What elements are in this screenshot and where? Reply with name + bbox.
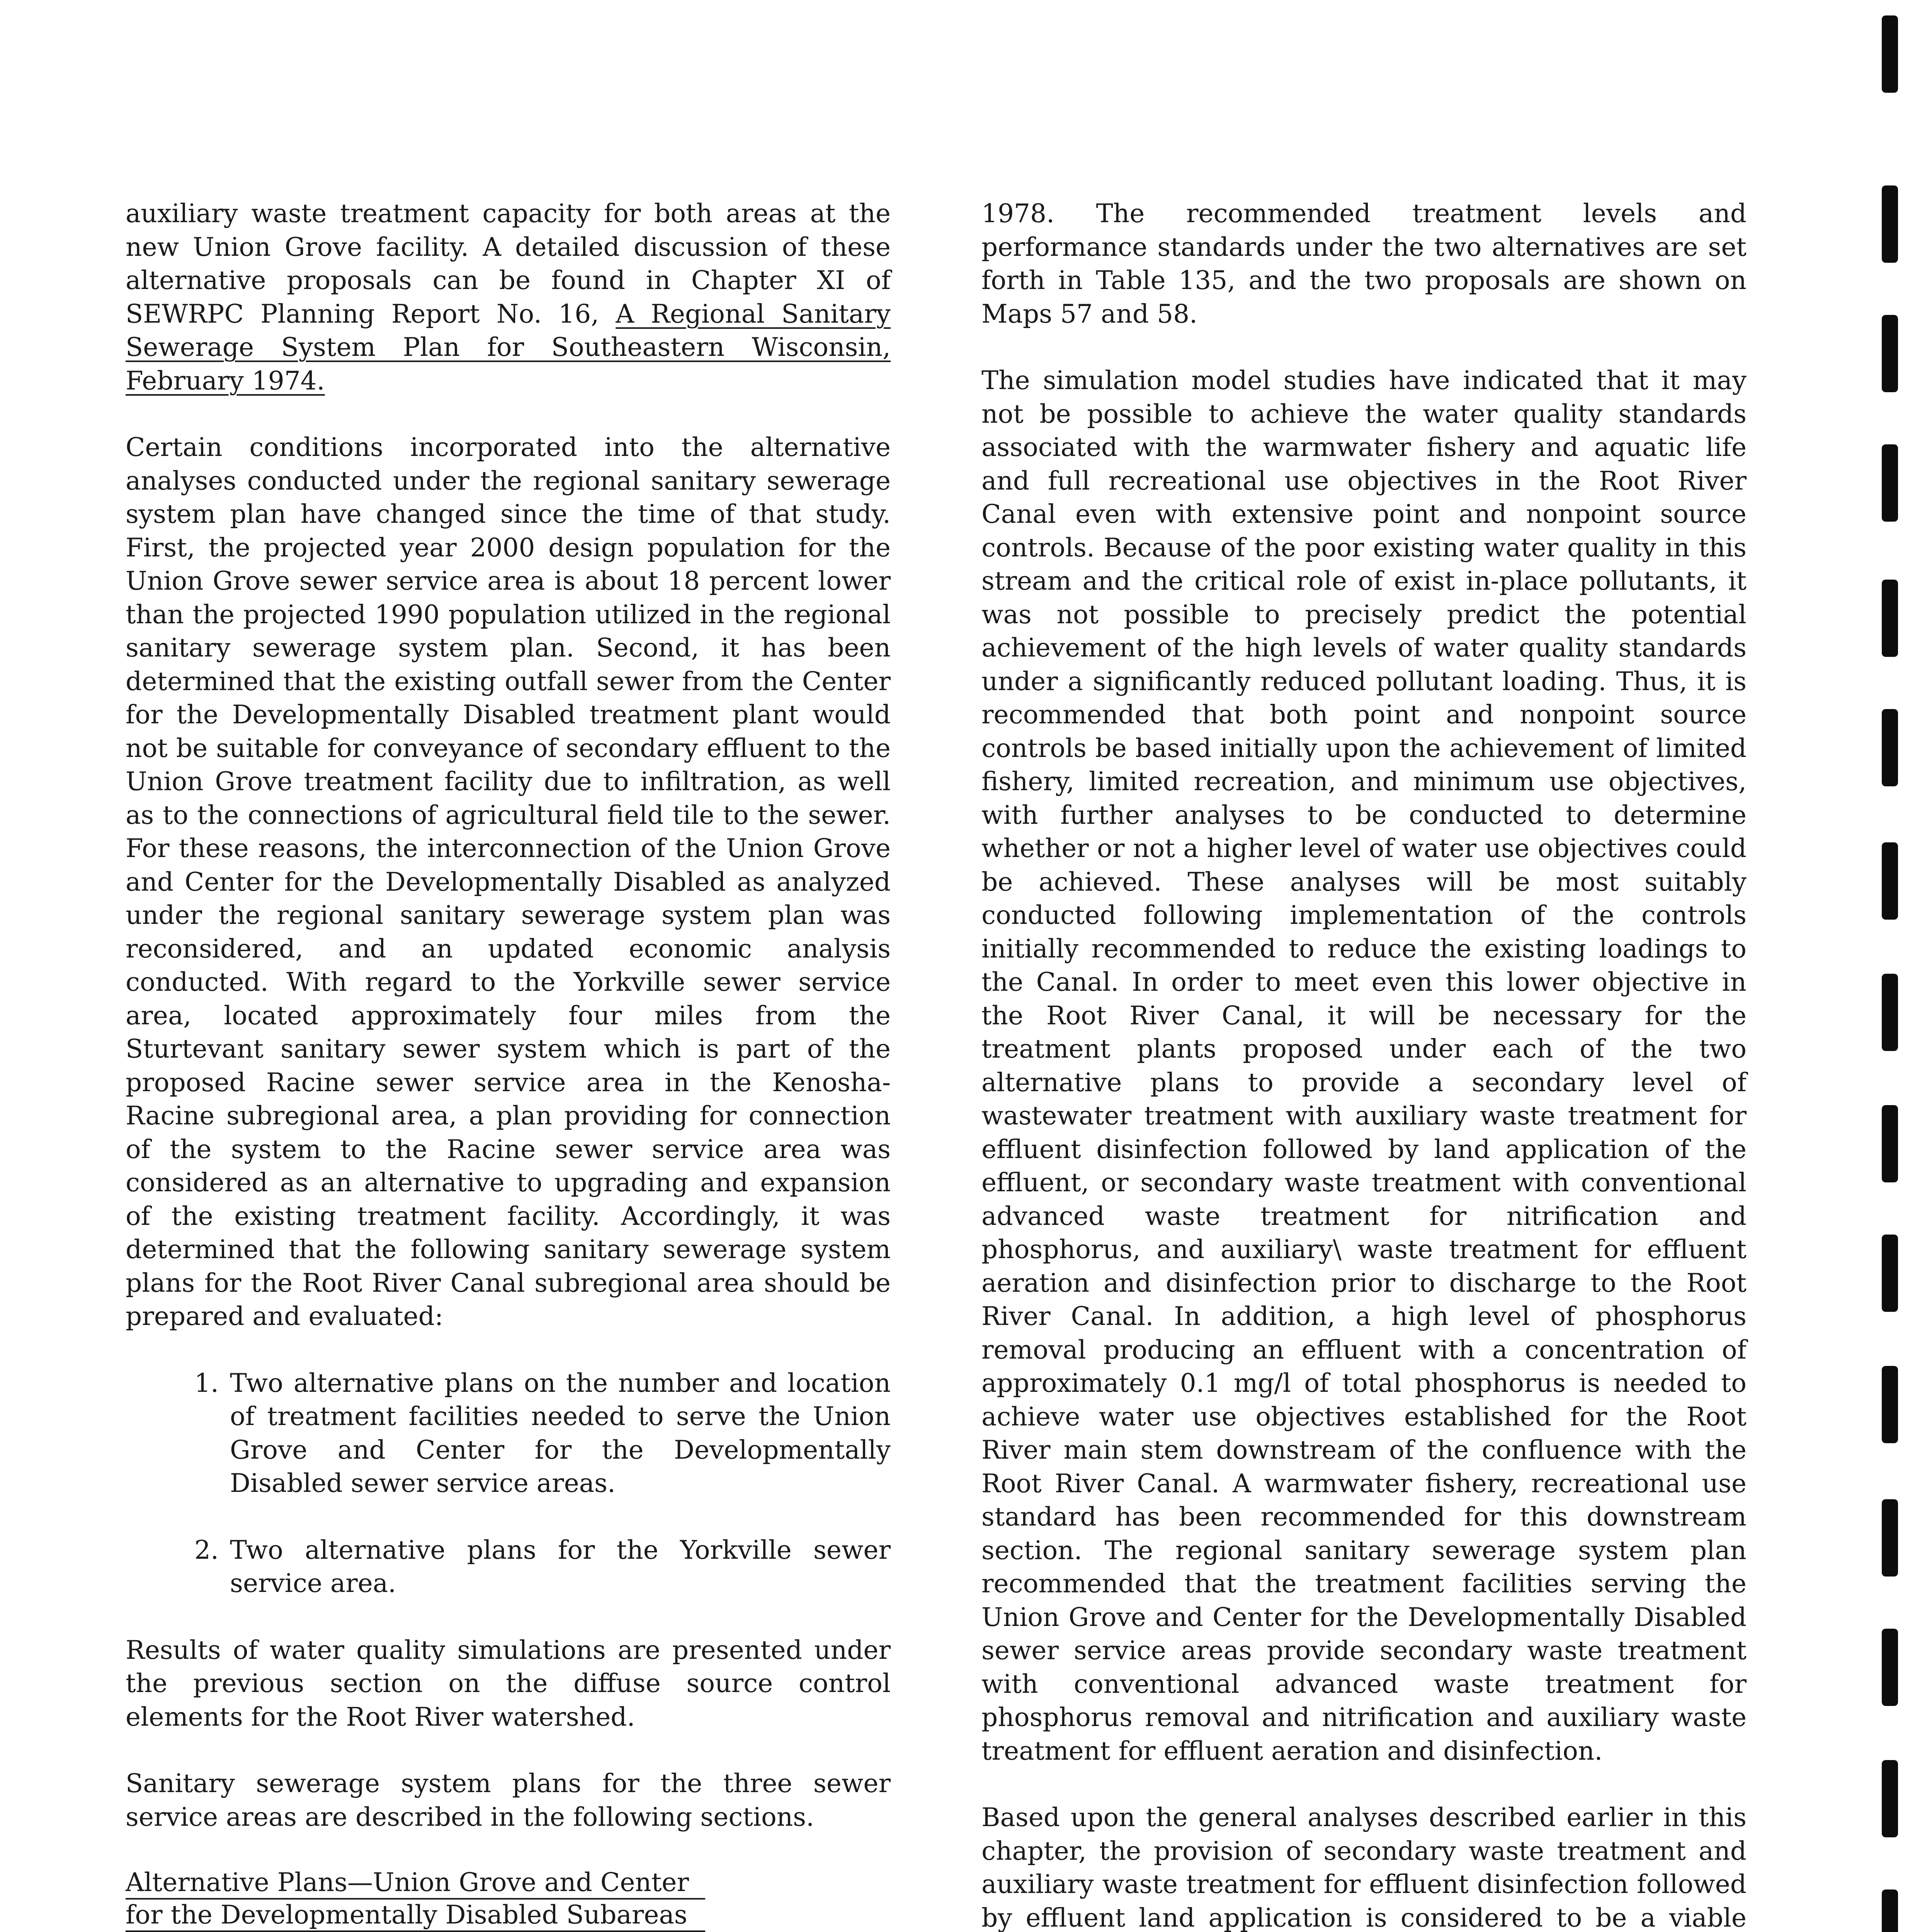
binding-holes xyxy=(1882,0,1913,1932)
list-text: Two alternative plans on the number and location of treatment facilities needed to serve the Union Grove and Center for the Developmentally Disabled sewer service areas. xyxy=(230,1368,891,1498)
binding-hole xyxy=(1882,1235,1898,1312)
list-text: Two alternative plans for the Yorkville sewer service area. xyxy=(230,1535,891,1598)
paragraph-general-analyses: Based upon the general analyses described earlier in this chapter, the provision of secondary waste treatment and auxiliary waste treatment for effluent disinfection followed by effluent land application is considered to be a viable xyxy=(981,1803,1747,1932)
binding-hole xyxy=(1882,1629,1898,1706)
binding-hole xyxy=(1882,580,1898,657)
binding-hole xyxy=(1882,709,1898,786)
paragraph-simulation-model: The simulation model studies have indicated that it may not be possible to achieve the water quality standards associated with the warmwater fishery and aquatic life and full recreational use objectives in the Root River Canal even with extensive point and nonpoint source controls. Because of the poor existing water quality in this stream and the critical role of exist in-place pollutants, it was not possible to precisely predict the potential achievement of the high levels of water quality standards under a significantly reduced pollutant loading. Thus, it is recommended that both point and nonpoint source controls be based initially upon the achievement of limited fishery, limited recreation, and minimum use objectives, with further analyses to be conducted to determine whether or not a higher level of water use objectives could be achieved. These analyses will be most suitably conducted following implementation of the controls initially recommended to reduce the existing loadings to the Canal. In order to meet even this lower objective in the Root River Canal, it will be necessary for the treatment plants proposed under each of the two alternative plans to provide a secondary level of wastewater treatment with auxiliary waste treatment for effluent disinfection followed by land application of the effluent, or secondary waste treatment with conventional advanced waste treatment for nitrification and phosphorus, and auxiliary\ waste treatment for effluent aeration and disinfection prior to discharge to the Root River Canal. In addition, a high level of phosphorus removal producing an effluent with a concentration of approximately 0.1 mg/l of total phosphorus is needed to achieve water use objectives established for the Root River main stem downstream of the confluence with the Root River Canal. A warmwater fishery, recreational use standard has been recommended for this downstream section. The regional sanitary sewerage system plan recommended that the treatment facilities serving the Union Grove and Center for the Developmentally Disabled sewer service areas provide secondary waste treatment with conventional advanced waste treatment for phosphorus removal and nitrification and auxiliary waste treatment for effluent aeration and disinfection. xyxy=(981,366,1747,1766)
section-heading-line-1: Alternative Plans—Union Grove and Center xyxy=(126,1867,705,1900)
report-date-reference: February 1974. xyxy=(126,366,325,396)
paragraph-recommended-levels: 1978. The recommended treatment levels and performance standards under the two alternatives are set forth in Table 135, and the two proposals are shown on Maps 57 and 58. xyxy=(981,199,1747,329)
binding-hole xyxy=(1882,1499,1898,1577)
list-item xyxy=(126,1367,891,1500)
paragraph-auxiliary-capacity xyxy=(126,197,891,398)
list-item xyxy=(126,1534,891,1600)
alternatives-list xyxy=(126,1367,891,1600)
list-number: 2. xyxy=(194,1535,219,1565)
binding-hole xyxy=(1882,1760,1898,1837)
list-number: 1. xyxy=(194,1368,219,1398)
binding-hole xyxy=(1882,185,1898,263)
binding-hole xyxy=(1882,1366,1898,1443)
paragraph-certain-conditions: Certain conditions incorporated into the alternative analyses conducted under the regional sanitary sewerage system plan have changed since the time of that study. First, the projected year 2000 design population for the Union Grove sewer service area is about 18 percent lower than the projected 1990 population utilized in the regional sanitary sewerage system plan. Second, it has been determined that the existing outfall sewer from the Center for the Developmentally Disabled treatment plant would not be suitable for conveyance of secondary effluent to the Union Grove treatment facility due to infiltration, as well as to the connections of agricultural field tile to the sewer. For these reasons, the interconnection of the Union Grove and Center for the Developmentally Disabled as analyzed under the regional sanitary sewerage system plan was reconsidered, and an updated economic analysis conducted. With regard to the Yorkville sewer service area, located approximately four miles from the Sturtevant sanitary sewer system which is part of the proposed Racine sewer service area in the Kenosha-Racine subregional area, a plan providing for connection of the system to the Racine sewer service area was considered as an alternative to upgrading and expansion of the existing treatment facility. Accordingly, it was determined that the following sanitary sewerage system plans for the Root River Canal subregional area should be prepared and evaluated: xyxy=(126,432,891,1331)
paragraph-plans-described: Sanitary sewerage system plans for the three sewer service areas are described in the following sections. xyxy=(126,1769,891,1832)
paragraph-simulation-results: Results of water quality simulations are presented under the previous section on the diffuse source control elements for the Root River watershed. xyxy=(126,1635,891,1732)
section-heading xyxy=(126,1867,891,1932)
binding-hole xyxy=(1882,1105,1898,1182)
paragraph-text: auxiliary waste treatment capacity for both areas at the new Union Grove facility. A detailed discussion of these alternative proposals can be found in Chapter XI of SEWRPC Planning Report No. 16, xyxy=(126,199,891,329)
binding-hole xyxy=(1882,315,1898,392)
report-title-reference: A Regional Sanitary Sewerage System Plan for Southeastern Wisconsin, xyxy=(126,299,891,362)
binding-hole xyxy=(1882,1889,1898,1932)
binding-hole xyxy=(1882,444,1898,522)
section-heading-line-2: for the Developmentally Disabled Subareas xyxy=(126,1900,705,1932)
binding-hole xyxy=(1882,974,1898,1051)
binding-hole xyxy=(1882,15,1898,93)
binding-hole xyxy=(1882,842,1898,920)
right-column xyxy=(981,197,1747,1932)
left-column xyxy=(126,197,891,1932)
